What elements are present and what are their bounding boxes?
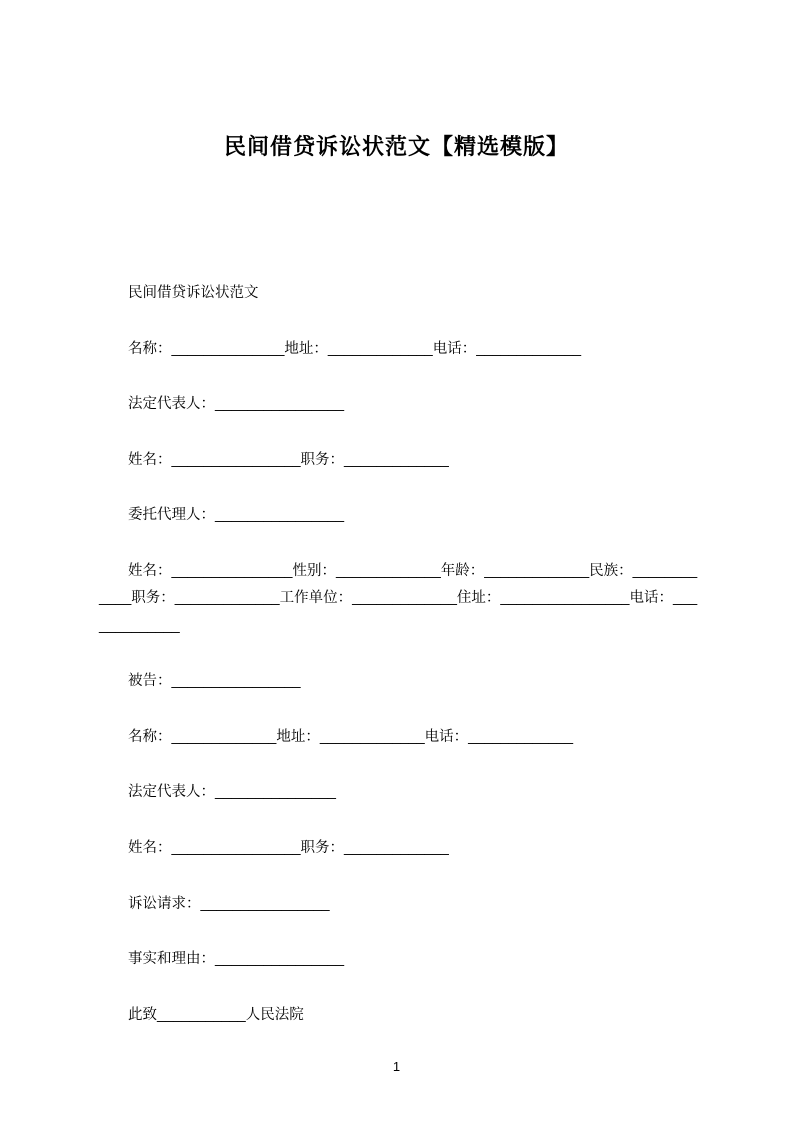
- paragraph-defendant-legal-representative: 法定代表人：_______________: [128, 784, 336, 801]
- paragraph-legal-representative: 法定代表人：________________: [128, 396, 345, 413]
- document-body: [99, 280, 699, 1057]
- page-title: 民间借贷诉讼状范文【精选模版】: [223, 134, 569, 159]
- paragraph-defendant: 被告：________________: [128, 673, 301, 690]
- paragraph-agent-details: 姓名：_______________性别：_____________年龄：_____________民族：____________职务：_____________工作单位：_____________住址：________________电话：_____________: [99, 562, 698, 634]
- paragraph-entrusted-agent: 委托代理人：________________: [128, 507, 345, 524]
- paragraph-claims: 诉讼请求：________________: [128, 895, 330, 912]
- paragraph-heading: 民间借贷诉讼状范文: [128, 285, 259, 301]
- paragraph-plaintiff-name-address-phone: 名称：______________地址：_____________电话：_____________: [128, 340, 582, 357]
- paragraph-facts-and-reasons: 事实和理由：________________: [128, 951, 345, 968]
- paragraph-closing-court: 此致___________人民法院: [128, 1006, 304, 1023]
- paragraph-name-position: 姓名：________________职务：_____________: [128, 451, 449, 468]
- paragraph-defendant-name-address-phone: 名称：_____________地址：_____________电话：_____________: [128, 728, 574, 745]
- paragraph-defendant-name-position: 姓名：________________职务：_____________: [128, 840, 449, 857]
- page-number: 1: [392, 1059, 401, 1074]
